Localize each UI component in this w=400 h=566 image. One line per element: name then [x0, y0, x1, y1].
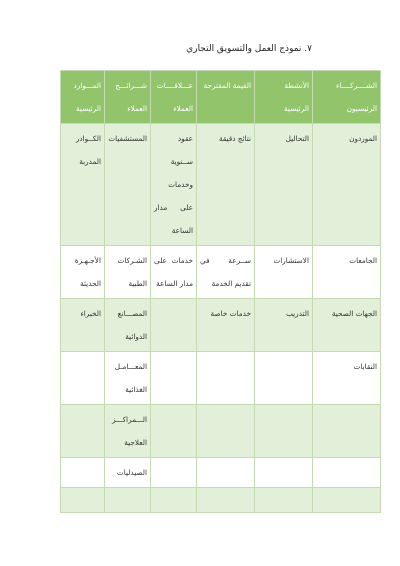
table-cell — [151, 488, 197, 513]
header-customer-segments: شـــرائـــح العملاء — [105, 71, 151, 124]
table-cell — [61, 405, 105, 458]
table-cell — [255, 488, 313, 513]
header-value-proposition: القيمة المقترحة — [197, 71, 255, 124]
table-cell: التحاليل — [255, 124, 313, 246]
table-cell: الجامعات — [313, 246, 381, 299]
table-cell: نتائج دقيقة — [197, 124, 255, 246]
table-cell — [151, 458, 197, 488]
table-row — [61, 405, 381, 458]
table-cell: الـــمراكـــز العلاجية — [105, 405, 151, 458]
table-row — [61, 352, 381, 405]
table-cell — [255, 458, 313, 488]
header-key-partners: الشــــركــــاء الرئيسيون — [313, 71, 381, 124]
table-cell — [197, 488, 255, 513]
section-heading: ٧. نموذج العمل والتسويق التجاري — [186, 44, 312, 54]
table-cell — [151, 352, 197, 405]
table-cell: التدريب — [255, 299, 313, 352]
table-cell: ســرعة في تقديم الخدمة — [197, 246, 255, 299]
table-cell: الجهات الصحية — [313, 299, 381, 352]
header-key-resources: المـــوارد الرئيسية — [61, 71, 105, 124]
table-cell — [313, 458, 381, 488]
table-cell — [151, 405, 197, 458]
table-cell — [197, 405, 255, 458]
table-cell — [197, 458, 255, 488]
table-row — [61, 124, 381, 246]
table-cell: الصيدليات — [105, 458, 151, 488]
table-cell: النقابات — [313, 352, 381, 405]
table-cell: الأجـهـزة الحديثة — [61, 246, 105, 299]
table-header-row — [61, 71, 381, 124]
table-cell — [197, 352, 255, 405]
table-cell: الكــوادر المدربة — [61, 124, 105, 246]
table-cell: المصـــانع الدوائية — [105, 299, 151, 352]
table-row — [61, 299, 381, 352]
table-cell: عقود ســنوية وخدمات على مدار الساعة — [151, 124, 197, 246]
header-key-activities: الأنشطة الرئيسية — [255, 71, 313, 124]
table-cell: خدمات على مدار الساعة — [151, 246, 197, 299]
table-cell: الخبراء — [61, 299, 105, 352]
table-cell: خدمات خاصة — [197, 299, 255, 352]
table-cell: الموردون — [313, 124, 381, 246]
table-cell — [61, 458, 105, 488]
table-cell: الاستشارات — [255, 246, 313, 299]
table-cell — [313, 488, 381, 513]
table-cell: المعـــامـل الغذائية — [105, 352, 151, 405]
table-row — [61, 458, 381, 488]
table-cell — [61, 352, 105, 405]
table-cell — [313, 405, 381, 458]
table-cell: الشـركات الطبية — [105, 246, 151, 299]
table-row — [61, 488, 381, 513]
table-cell: المستشفيات — [105, 124, 151, 246]
table-cell — [255, 352, 313, 405]
table-cell — [61, 488, 105, 513]
table-cell — [255, 405, 313, 458]
business-model-table — [60, 70, 381, 513]
header-customer-relationships: عـــلاقــــات العملاء — [151, 71, 197, 124]
table-row — [61, 246, 381, 299]
table-cell — [105, 488, 151, 513]
table-cell — [151, 299, 197, 352]
